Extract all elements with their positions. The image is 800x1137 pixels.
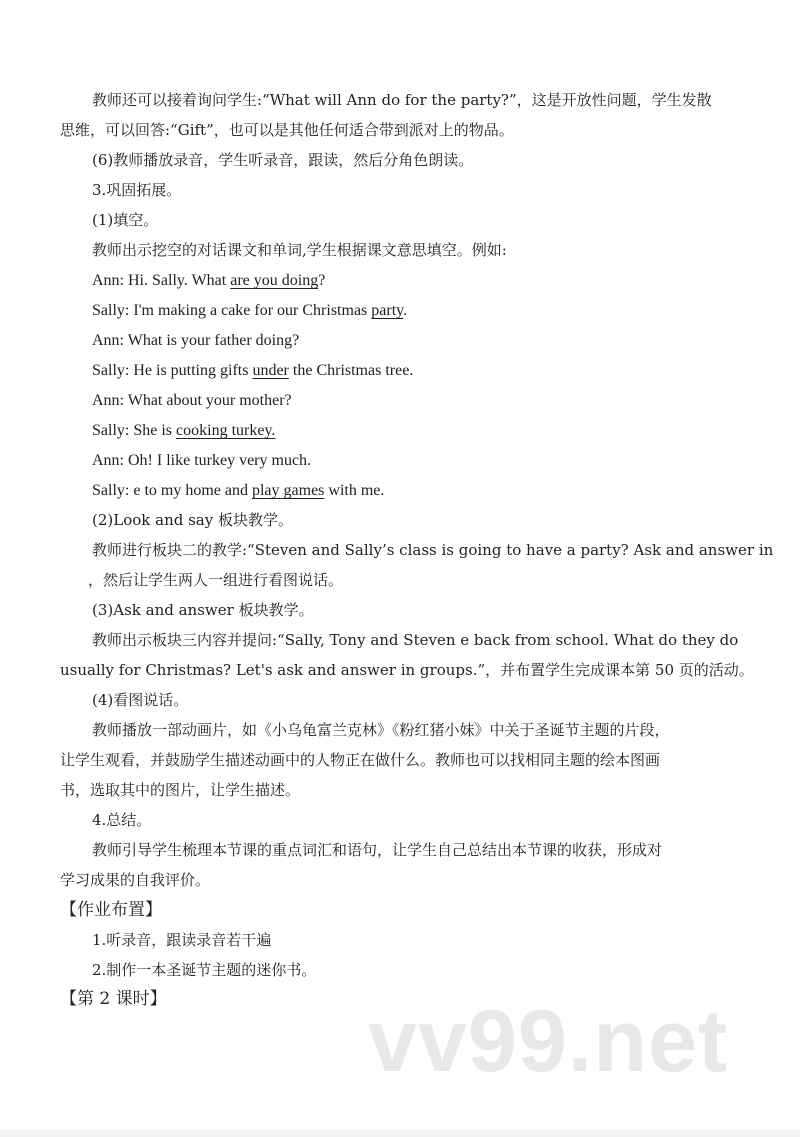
dialogue-line <box>92 480 384 501</box>
section-heading: 3.巩固拓展。 <box>92 181 182 199</box>
paragraph: 学习成果的自我评价。 <box>60 871 211 889</box>
filled-blank: play games <box>251 482 325 499</box>
paragraph: 教师播放一部动画片，如《小乌龟富兰克林》《粉红猪小妹》中关于圣诞节主题的片段， <box>92 721 670 739</box>
dialogue-text: . <box>403 302 408 319</box>
filled-blank: are you doing <box>230 272 319 289</box>
filled-blank: under <box>252 362 289 379</box>
paragraph: 思维，可以回答:“Gift”，也可以是其他任何适合带到派对上的物品。 <box>60 121 514 139</box>
page-bottom-edge <box>0 1130 800 1137</box>
dialogue-text: Ann: Oh! I like turkey very much. <box>92 452 312 469</box>
dialogue-text: Ann: Hi. Sally. What <box>92 272 231 289</box>
subsection-heading: (2)Look and say 板块教学。 <box>92 511 293 529</box>
dialogue-text: Ann: What about your mother? <box>92 392 292 409</box>
paragraph: ，然后让学生两人一组进行看图说话。 <box>88 571 344 589</box>
dialogue-text: Sally: He is putting gifts <box>92 362 253 379</box>
dialogue-text: with me. <box>324 482 385 499</box>
homework-heading: 【作业布置】 <box>60 900 162 920</box>
watermark: vv99.net <box>368 991 729 1090</box>
paragraph: 教师进行板块二的教学:“Steven and Sally’s class is going to have a party? Ask and answer in <box>92 541 774 559</box>
dialogue-line <box>92 390 292 411</box>
dialogue-text: Sally: e to my home and <box>92 482 252 499</box>
paragraph: 教师出示挖空的对话课文和单词,学生根据课文意思填空。例如: <box>92 241 507 259</box>
section-heading: 4.总结。 <box>92 811 152 829</box>
dialogue-text: ? <box>318 272 326 289</box>
dialogue-line <box>92 450 311 471</box>
dialogue-line <box>92 330 299 351</box>
dialogue-line <box>92 270 325 291</box>
dialogue-text: Sally: I'm making a cake for our Christmas <box>92 302 372 319</box>
paragraph: 让学生观看，并鼓励学生描述动画中的人物正在做什么。教师也可以找相同主题的绘本图画 <box>60 751 661 769</box>
filled-blank: cooking turkey. <box>176 422 276 439</box>
dialogue-text: Sally: She is <box>92 422 177 439</box>
subsection-heading: (4)看图说话。 <box>92 691 189 709</box>
paragraph: 教师出示板块三内容并提问:“Sally, Tony and Steven e back from school. What do they do <box>92 631 739 649</box>
homework-item: 1.听录音，跟读录音若干遍 <box>92 931 272 949</box>
homework-item: 2.制作一本圣诞节主题的迷你书。 <box>92 961 317 979</box>
subsection-heading: (1)填空。 <box>92 211 159 229</box>
subsection-heading: (3)Ask and answer 板块教学。 <box>92 601 314 619</box>
dialogue-text: the Christmas tree. <box>288 362 414 379</box>
dialogue-text: Ann: What is your father doing? <box>92 332 300 349</box>
paragraph: 书，选取其中的图片，让学生描述。 <box>60 781 301 799</box>
paragraph: 教师引导学生梳理本节课的重点词汇和语句，让学生自己总结出本节课的收获，形成对 <box>92 841 663 859</box>
paragraph: (6)教师播放录音，学生听录音，跟读，然后分角色朗读。 <box>92 151 474 169</box>
dialogue-line <box>92 420 275 441</box>
paragraph: 教师还可以接着询问学生:“What will Ann do for the party?”，这是开放性问题，学生发散 <box>92 91 712 109</box>
dialogue-line <box>92 300 407 321</box>
lesson-2-heading: 【第 2 课时】 <box>60 989 167 1009</box>
filled-blank: party <box>371 302 404 319</box>
paragraph: usually for Christmas? Let's ask and answer in groups.”，并布置学生完成课本第 50 页的活动。 <box>60 661 754 679</box>
dialogue-line <box>92 360 413 381</box>
